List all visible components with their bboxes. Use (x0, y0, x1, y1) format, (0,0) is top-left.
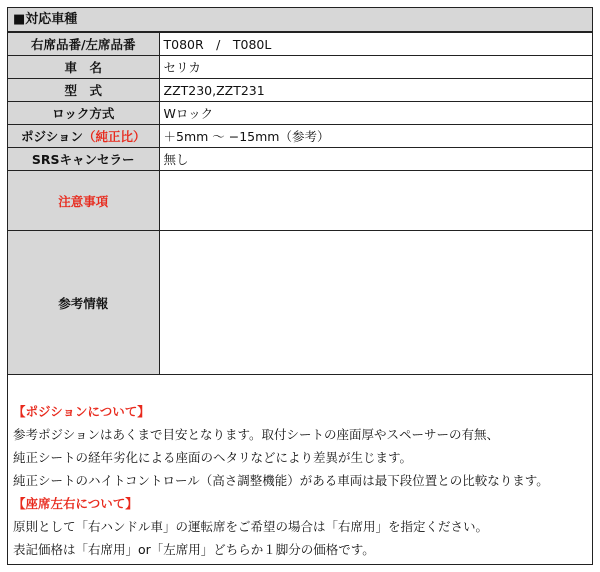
compatibility-sheet (7, 7, 593, 565)
position-note-line: 純正シートの経年劣化による座面のヘタリなどにより差異が生じます。 (13, 450, 413, 465)
srs-canceller-label: SRSキャンセラー (8, 148, 159, 171)
table-row (8, 33, 592, 56)
table-row (8, 79, 592, 102)
section-header: ■対応車種 (8, 8, 592, 32)
position-label-note: （純正比） (82, 129, 146, 144)
table-row (8, 171, 592, 231)
car-name-label: 車 名 (8, 56, 159, 79)
position-value: ＋5mm 〜 −15mm（参考） (159, 125, 592, 148)
car-name-value: セリカ (159, 56, 592, 79)
caution-value (159, 171, 592, 231)
position-label-text: ポジション (21, 129, 83, 144)
position-note-line: 純正シートのハイトコントロール（高さ調整機能）がある車両は最下段位置との比較なります。 (13, 473, 549, 488)
seat-side-note-line: 表記価格は「右席用」or「左席用」どちらか１脚分の価格です。 (13, 542, 375, 557)
spec-table (8, 32, 592, 375)
caution-label: 注意事項 (8, 171, 159, 231)
seat-side-note-line: 原則として「右ハンドル車」の運転席をご希望の場合は「右席用」を指定ください。 (13, 519, 489, 534)
lock-type-value: Wロック (159, 102, 592, 125)
position-note-line: 参考ポジションはあくまで目安となります。取付シートの座面厚やスペーサーの有無、 (13, 427, 499, 442)
table-row (8, 102, 592, 125)
model-code-value: ZZT230,ZZT231 (159, 79, 592, 102)
notes-section (8, 400, 592, 561)
reference-info-label: 参考情報 (8, 231, 159, 375)
srs-canceller-value: 無し (159, 148, 592, 171)
seat-part-number-value: T080R / T080L (159, 33, 592, 56)
table-row (8, 148, 592, 171)
position-notes-heading: 【ポジションについて】 (13, 404, 150, 419)
model-code-label: 型 式 (8, 79, 159, 102)
seat-side-notes-heading: 【座席左右について】 (13, 496, 138, 511)
seat-part-number-label: 右席品番/左席品番 (8, 33, 159, 56)
table-row (8, 56, 592, 79)
table-row (8, 231, 592, 375)
reference-info-value (159, 231, 592, 375)
table-row (8, 125, 592, 148)
position-label (8, 125, 159, 148)
lock-type-label: ロック方式 (8, 102, 159, 125)
